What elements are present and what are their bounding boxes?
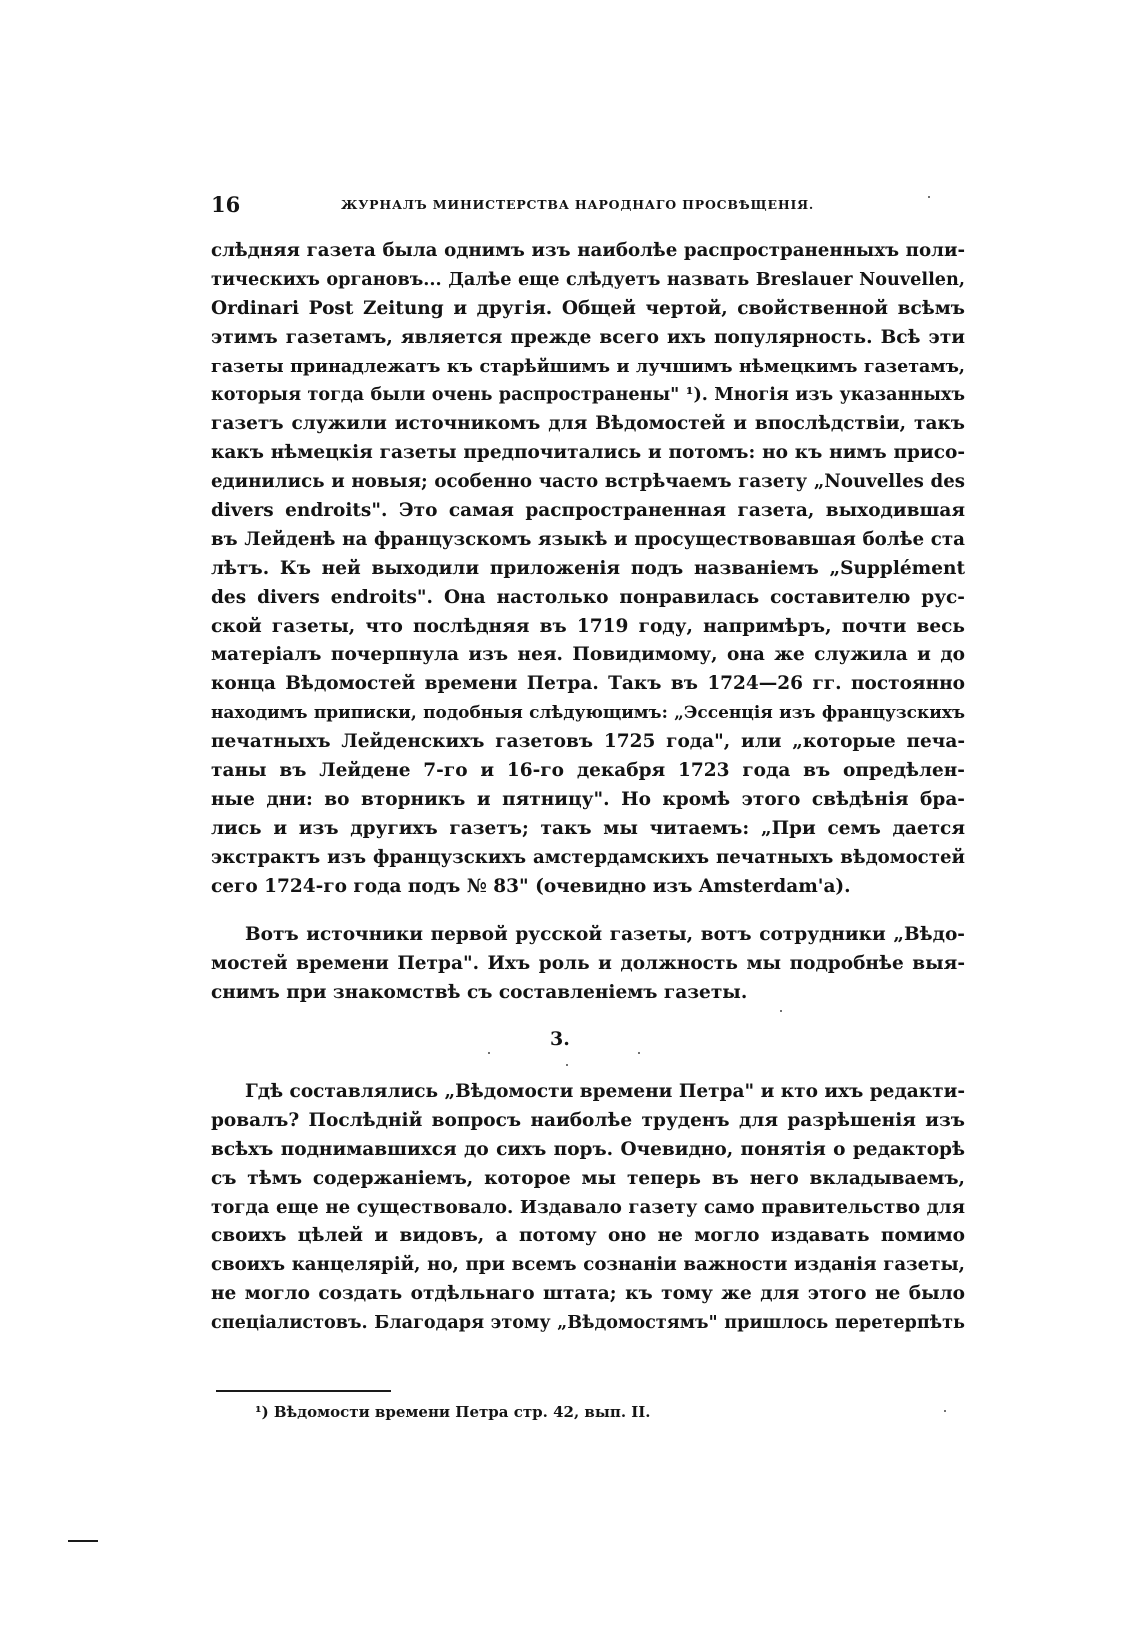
text-line: спеціалистовъ. Благодаря этому „Вѣдомостямъ" пришлось перетерпѣть: [211, 1312, 965, 1334]
text-line: ровалъ? Послѣдній вопросъ наиболѣе труденъ для разрѣшенія изъ: [211, 1109, 965, 1131]
text-line: сего 1724-го года подъ № 83" (очевидно изъ Amsterdam'a).: [211, 875, 851, 897]
text-line: лѣтъ. Къ ней выходили приложенія подъ названіемъ „Supplément: [211, 557, 965, 579]
text-line: Гдѣ составлялись „Вѣдомости времени Петра" и кто ихъ редакти-: [245, 1081, 965, 1102]
text-line: таны въ Лейдене 7-го и 16-го декабря 1723 года въ опредѣлен-: [211, 760, 965, 782]
text-line: Вотъ источники первой русской газеты, вотъ сотрудники „Вѣдо-: [245, 924, 965, 945]
text-line: какъ нѣмецкія газеты предпочитались и потомъ: но къ нимъ присо-: [211, 442, 965, 464]
text-line: divers endroits". Это самая распространенная газета, выходившая: [211, 500, 965, 522]
scan-speck: [944, 1410, 946, 1412]
text-line: въ Лейденѣ на французскомъ языкѣ и просуществовавшая болѣе ста: [211, 528, 965, 550]
text-line: всѣхъ поднимавшихся до сихъ поръ. Очевидно, понятія о редакторѣ: [211, 1138, 965, 1160]
text-line: снимъ при знакомствѣ съ составленіемъ газеты.: [211, 981, 748, 1003]
page-number: 16: [211, 192, 241, 217]
text-line: находимъ приписки, подобныя слѣдующимъ: „Эссенція изъ французскихъ: [211, 703, 965, 724]
footnote: ¹) Вѣдомости времени Петра стр. 42, вып. II.: [255, 1403, 651, 1421]
text-line: которыя тогда были очень распространены" ¹). Многія изъ указанныхъ: [211, 384, 965, 406]
text-line: этимъ газетамъ, является прежде всего ихъ популярность. Всѣ эти: [211, 326, 965, 348]
text-line: Ordinari Post Zeitung и другія. Общей чертой, свойственной всѣмъ: [211, 297, 965, 319]
text-line: экстрактъ изъ французскихъ амстердамскихъ печатныхъ вѣдомостей: [211, 846, 965, 868]
text-line: газетъ служили источникомъ для Вѣдомостей и впослѣдствіи, такъ: [211, 413, 965, 435]
text-line: конца Вѣдомостей времени Петра. Такъ въ 1724—26 гг. постоянно: [211, 673, 965, 695]
text-line: газеты принадлежатъ къ старѣйшимъ и лучшимъ нѣмецкимъ газетамъ,: [211, 356, 965, 377]
text-line: слѣдняя газета была однимъ изъ наиболѣе распространенныхъ поли-: [211, 240, 965, 261]
text-line: матеріалъ почерпнула изъ нея. Повидимому, она же служила и до: [211, 644, 965, 666]
paragraph-2: [211, 921, 965, 1008]
journal-title: ЖУРНАЛЪ МИНИСТЕРСТВА НАРОДНАГО ПРОСВѢЩЕНІЯ.: [341, 197, 815, 212]
text-line: не могло создать отдѣльнаго штата; къ тому же для этого не было: [211, 1283, 965, 1305]
margin-mark: [68, 1540, 98, 1542]
running-head: [211, 190, 965, 220]
scan-speck: [780, 1010, 782, 1012]
paragraph-3: [211, 1078, 965, 1338]
text-line: мостей времени Петра". Ихъ роль и должность мы подробнѣе выя-: [211, 952, 965, 974]
text-line: ской газеты, что послѣдняя въ 1719 году, напримѣръ, почти весь: [211, 615, 965, 637]
text-line: своихъ цѣлей и видовъ, а потому оно не могло издавать помимо: [211, 1225, 965, 1247]
text-line: единились и новыя; особенно часто встрѣчаемъ газету „Nouvelles des: [211, 471, 965, 493]
text-line: тогда еще не существовало. Издавало газету само правительство для: [211, 1196, 965, 1218]
text-line: лись и изъ другихъ газетъ; такъ мы читаемъ: „При семъ дается: [211, 817, 965, 839]
text-line: тическихъ органовъ... Далѣе еще слѣдуетъ назвать Breslauer Nouvellen,: [211, 268, 965, 290]
text-line: des divers endroits". Она настолько понравилась составителю рус-: [211, 586, 965, 608]
text-line: печатныхъ Лейденскихъ газетовъ 1725 года", или „которые печа-: [211, 731, 965, 753]
scan-speck: [638, 1052, 640, 1054]
scan-speck: [928, 196, 930, 198]
text-line: съ тѣмъ содержаніемъ, которое мы теперь въ него вкладываемъ,: [211, 1167, 965, 1189]
paragraph-1: [211, 237, 965, 901]
scan-speck: [566, 1064, 568, 1066]
footnote-rule: [216, 1390, 391, 1392]
text-line: своихъ канцелярій, но, при всемъ сознаніи важности изданія газеты,: [211, 1254, 965, 1276]
scan-speck: [488, 1052, 490, 1054]
section-number: 3.: [550, 1028, 570, 1050]
text-line: ные дни: во вторникъ и пятницу". Но кромѣ этого свѣдѣнія бра-: [211, 788, 965, 810]
